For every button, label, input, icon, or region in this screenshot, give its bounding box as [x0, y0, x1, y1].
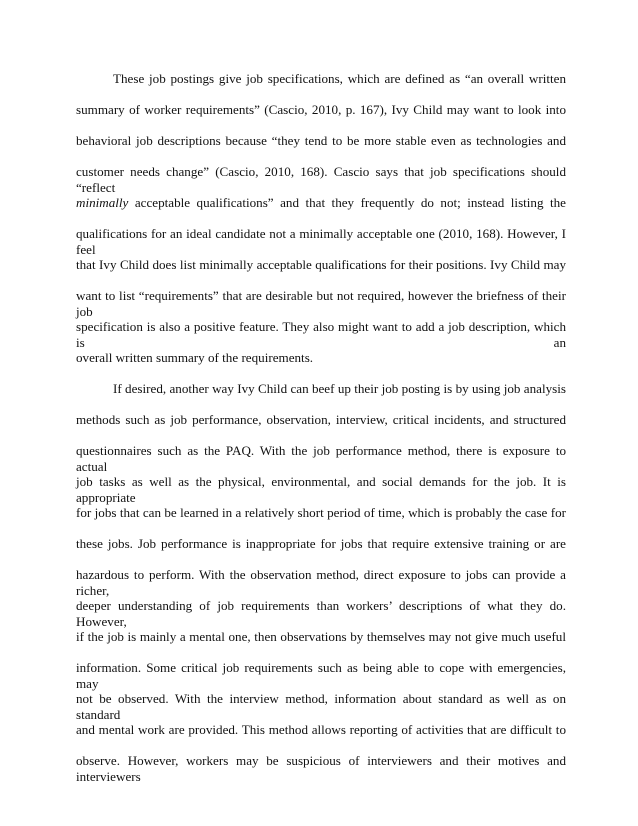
paragraph-2-line-13: observe. However, workers may be suspicious of interviewers and their motives and interviewers: [76, 753, 566, 784]
paragraph-1-line-3: behavioral job descriptions because “they tend to be more stable even as technologies and: [76, 133, 566, 148]
paragraph-1-line-9: specification is also a positive feature. They also might want to add a job description, which is an: [76, 319, 566, 350]
paragraph-1-line-2: summary of worker requirements” (Cascio, 2010, p. 167), Ivy Child may want to look into: [76, 102, 566, 117]
paragraph-2-line-3: questionnaires such as the PAQ. With the job performance method, there is exposure to actual: [76, 443, 566, 474]
paragraph-1-line-10: overall written summary of the requirements.: [76, 350, 314, 365]
paragraph-1-line-6: qualifications for an ideal candidate not a minimally acceptable one (2010, 168). However, I feel: [76, 226, 566, 257]
paragraph-2-line-5: for jobs that can be learned in a relatively short period of time, which is probably the case for: [76, 505, 566, 520]
paragraph-1-line-1: These job postings give job specifications, which are defined as “an overall written: [113, 71, 566, 86]
paragraph-1-line-8: want to list “requirements” that are desirable but not required, however the briefness of their job: [76, 288, 566, 319]
paragraph-1-line-4: customer needs change” (Cascio, 2010, 168). Cascio says that job specifications should “reflect: [76, 164, 566, 195]
paragraph-2-line-7: hazardous to perform. With the observation method, direct exposure to jobs can provide a richer,: [76, 567, 566, 598]
paragraph-2-line-8: deeper understanding of job requirements than workers’ descriptions of what they do. However,: [76, 598, 566, 629]
paragraph-2-line-2: methods such as job performance, observation, interview, critical incidents, and structured: [76, 412, 566, 427]
paragraph-1-line-7: that Ivy Child does list minimally acceptable qualifications for their positions. Ivy Child may: [76, 257, 566, 272]
paragraph-2-line-1: If desired, another way Ivy Child can beef up their job posting is by using job analysis: [113, 381, 566, 396]
paragraph-2-line-10: information. Some critical job requirements such as being able to cope with emergencies, may: [76, 660, 566, 691]
paragraph-1-line-5: [76, 195, 566, 211]
italic-emphasis: minimally: [76, 195, 129, 210]
paragraph-2-line-6: these jobs. Job performance is inappropriate for jobs that require extensive training or are: [76, 536, 566, 551]
paragraph-2-line-12: and mental work are provided. This method allows reporting of activities that are difficult to: [76, 722, 566, 737]
paragraph-2-line-9: if the job is mainly a mental one, then observations by themselves may not give much useful: [76, 629, 566, 644]
paragraph-2-line-11: not be observed. With the interview method, information about standard as well as on standard: [76, 691, 566, 722]
paragraph-2-line-4: job tasks as well as the physical, environmental, and social demands for the job. It is appropriate: [76, 474, 566, 505]
line-5-rest: acceptable qualifications” and that they frequently do not; instead listing the: [128, 195, 566, 210]
